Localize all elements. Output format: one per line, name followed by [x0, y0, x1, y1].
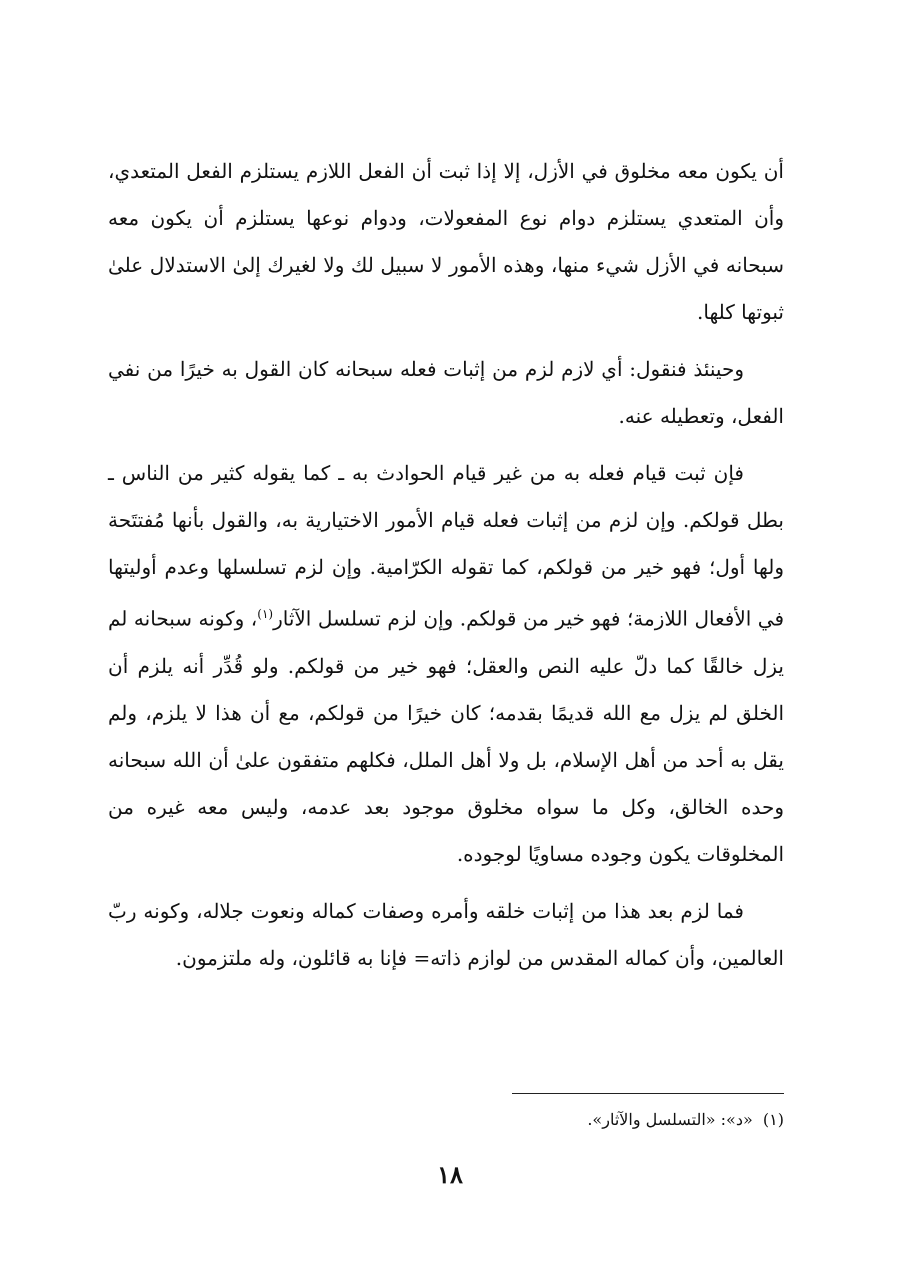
paragraph-4: فما لزم بعد هذا من إثبات خلقه وأمره وصفات كماله ونعوت جلاله، وكونه ربّ العالمين، وأن كماله المقدس من لوازم ذاته= فإنا به قائلون، وله ملتزمون. [108, 898, 784, 970]
body-text [108, 148, 784, 992]
paragraph-3 [108, 450, 784, 878]
footnote-line [108, 1106, 784, 1134]
paragraph-2: وحينئذ فنقول: أي لازم لزم من إثبات فعله سبحانه كان القول به خيرًا من نفي الفعل، وتعطيله عنه. [108, 357, 784, 428]
footnote-divider [512, 1093, 784, 1094]
footnotes [108, 1106, 784, 1134]
footnote-text: «د»: «التسلسل والآثار». [587, 1110, 753, 1129]
paragraph-3-text: فإن ثبت قيام فعله به من غير قيام الحوادث به ـ كما يقوله كثير من الناس ـ بطل قولكم. وإن لزم من إثبات فعله قيام الأمور الاختيارية به، والقول بأنها مُفتتَحة ولها أول؛ فهو خير من قولكم، كما تقوله الكرّامية. وإن لزم تسلسلها وعدم أوليتها في الأفعال اللازمة؛ فهو خير من قولكم. وإن لزم تسلسل الآثار [108, 461, 785, 631]
footnote-item [108, 1106, 784, 1134]
footnote-marker: (١) [762, 1110, 784, 1129]
paragraph-3-continued: ، وكونه سبحانه لم يزل خالقًا كما دلّ عليه النص والعقل؛ فهو خير من قولكم. ولو قُدِّر أنه يلزم أن الخلق لم يزل مع الله قديمًا بقدمه؛ كان خيرًا من قولكم، مع أن هذا لا يلزم، ولم يقل به أحد من أهل الإسلام، بل ولا أهل الملل، فكلهم متفقون علىٰ أن الله سبحانه وحده الخالق، وكل ما سواه مخلوق موجود بعد عدمه، وليس معه غيره من المخلوقات يكون وجوده مساويًا لوجوده. [108, 606, 784, 866]
footnote-reference[interactable]: (١) [257, 607, 274, 621]
paragraph-1: أن يكون معه مخلوق في الأزل، إلا إذا ثبت أن الفعل اللازم يستلزم الفعل المتعدي، وأن المتعدي يستلزم دوام نوع المفعولات، ودوام نوعها يستلزم أن يكون معه سبحانه في الأزل شيء منها، وهذه الأمور لا سبيل لك ولا لغيرك إلىٰ الاستدلال علىٰ ثبوتها كلها. [108, 159, 784, 324]
page-number: ١٨ [437, 1160, 463, 1189]
